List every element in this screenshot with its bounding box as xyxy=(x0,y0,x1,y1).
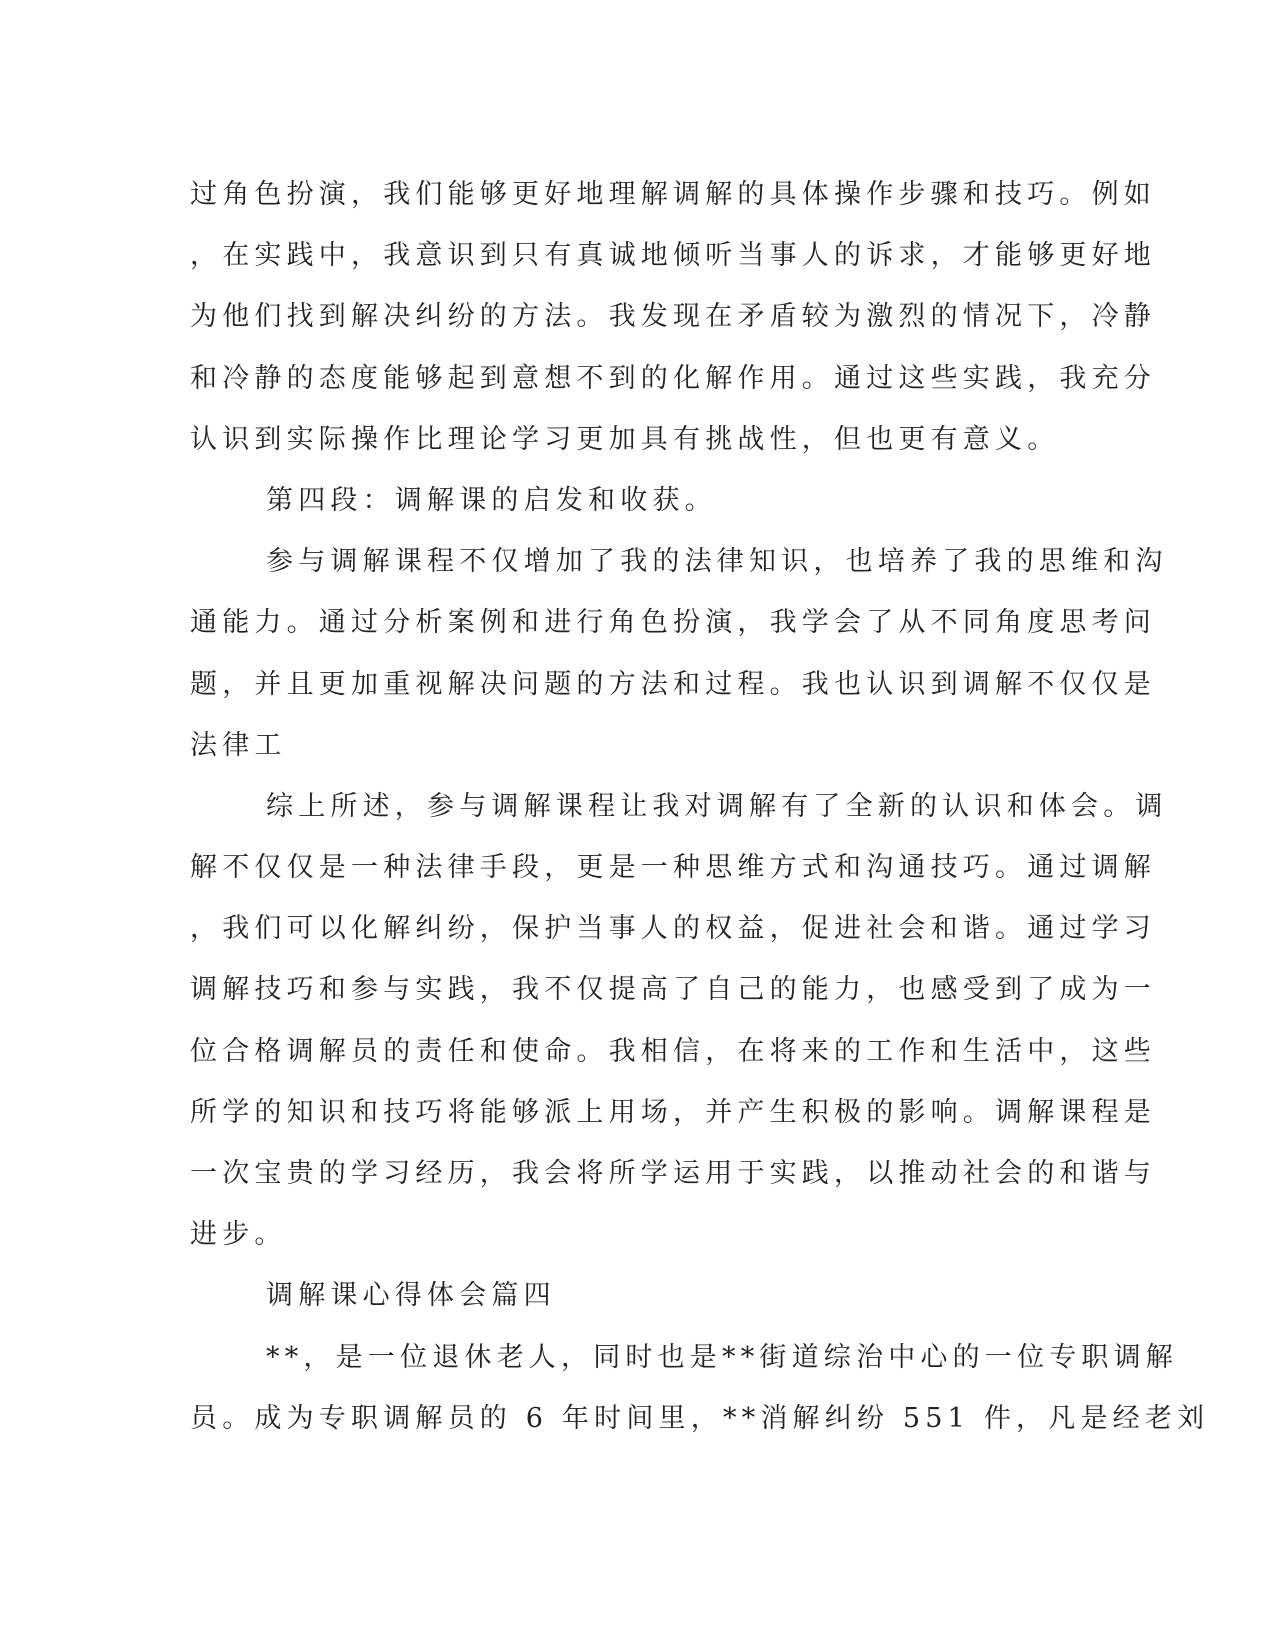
text-line: 题，并且更加重视解决问题的方法和过程。我也认识到调解不仅仅是 xyxy=(190,668,1156,700)
text-line: 参与调解课程不仅增加了我的法律知识，也培养了我的思维和沟 xyxy=(266,546,1168,578)
text-line: 员。成为专职调解员的 6 年时间里，**消解纠纷 551 件，凡是经老刘 xyxy=(190,1402,1210,1434)
document-body xyxy=(190,164,1210,1449)
text-line: 一次宝贵的学习经历，我会将所学运用于实践，以推动社会的和谐与 xyxy=(190,1158,1156,1189)
text-line: ，在实践中，我意识到只有真诚地倾听当事人的诉求，才能够更好地 xyxy=(190,240,1156,272)
section-heading: 第四段：调解课的启发和收获。 xyxy=(266,484,717,516)
text-line: 过角色扮演，我们能够更好地理解调解的具体操作步骤和技巧。例如 xyxy=(190,179,1156,210)
text-line: 进步。 xyxy=(190,1219,287,1251)
text-line: 位合格调解员的责任和使命。我相信，在将来的工作和生活中，这些 xyxy=(190,1035,1156,1067)
text-line: **，是一位退休老人，同时也是**街道综治中心的一位专职调解 xyxy=(266,1341,1178,1373)
text-line: 和冷静的态度能够起到意想不到的化解作用。通过这些实践，我充分 xyxy=(190,362,1156,394)
text-line: 解不仅仅是一种法律手段，更是一种思维方式和沟通技巧。通过调解 xyxy=(190,852,1156,884)
text-line: 所学的知识和技巧将能够派上用场，并产生积极的影响。调解课程是 xyxy=(190,1096,1156,1128)
text-line: 法律工 xyxy=(190,729,287,761)
text-line: 调解技巧和参与实践，我不仅提高了自己的能力，也感受到了成为一 xyxy=(190,974,1156,1006)
section-heading: 调解课心得体会篇四 xyxy=(266,1280,556,1312)
text-line: 认识到实际操作比理论学习更加具有挑战性，但也更有意义。 xyxy=(190,423,1060,455)
text-line: 通能力。通过分析案例和进行角色扮演，我学会了从不同角度思考问 xyxy=(190,607,1156,639)
text-line: ，我们可以化解纠纷，保护当事人的权益，促进社会和谐。通过学习 xyxy=(190,913,1156,945)
text-line: 综上所述，参与调解课程让我对调解有了全新的认识和体会。调 xyxy=(266,790,1168,822)
text-line: 为他们找到解决纠纷的方法。我发现在矛盾较为激烈的情况下，冷静 xyxy=(190,301,1156,333)
